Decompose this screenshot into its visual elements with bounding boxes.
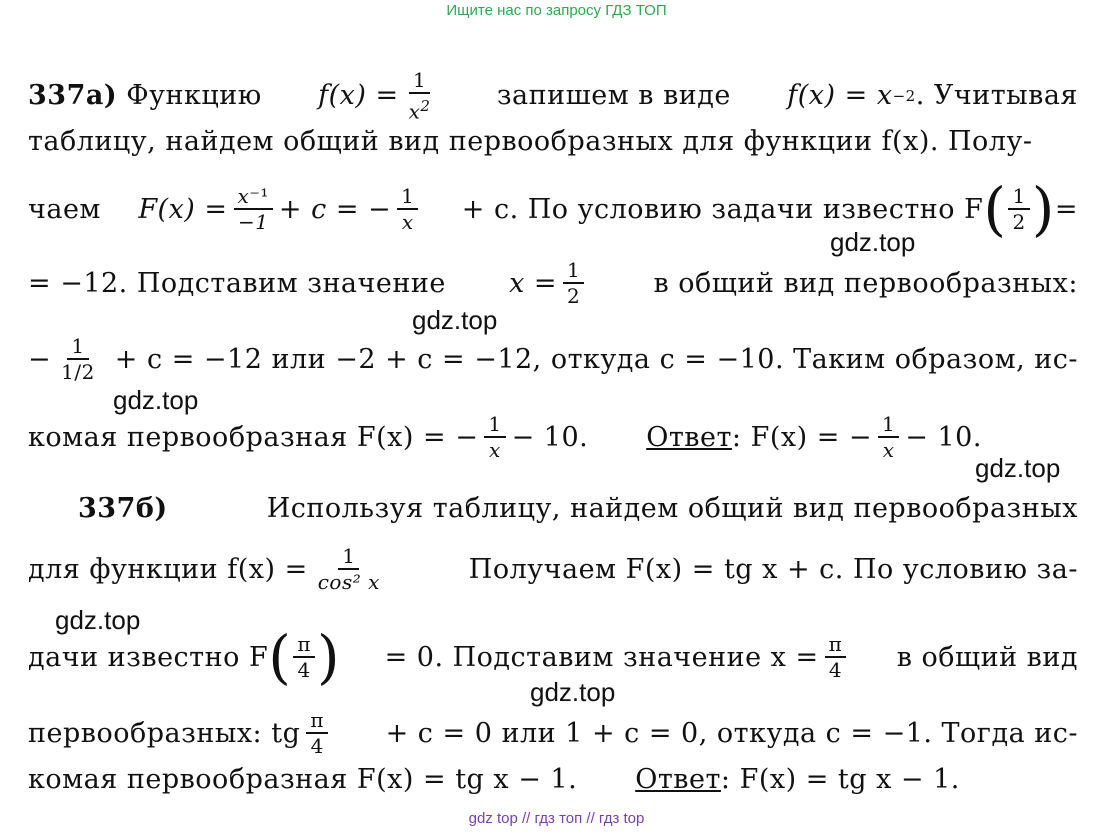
p337a-l6b: − 10. xyxy=(511,421,589,453)
p337a-l1c-sup: −2 xyxy=(892,86,916,105)
answer-label: Ответ xyxy=(635,764,721,795)
top-banner[interactable]: Ищите нас по запросу ГДЗ ТОП xyxy=(446,2,667,19)
fraction: $\frac{\text{x⁻¹}}{-1}$ xyxy=(234,184,273,234)
p337b-l2b: Получаем F(x) = tg x + c. По условию за- xyxy=(468,553,1078,585)
footer-links[interactable]: gdz top // гдз топ // гдз top xyxy=(468,810,645,827)
fraction: $\frac{1}{x}$ xyxy=(484,412,505,462)
p337b-l4b: + c = 0 или 1 + c = 0, откуда c = −1. Тогда ис- xyxy=(385,717,1078,749)
fraction: $\frac{\pi}{4}$ xyxy=(825,632,847,682)
p337a-l4a: = −12. Подставим значение xyxy=(28,267,446,299)
p337b-l3a: дачи известно F xyxy=(28,641,269,673)
p337a-l3a: чаем xyxy=(28,193,101,225)
p337a-l3d: + c. По условию задачи известно F xyxy=(461,193,984,225)
p337a-l3b: F(x) = xyxy=(138,193,228,225)
p337b-line5 xyxy=(28,764,1078,795)
p337a-l1d: . Учитывая xyxy=(915,80,1078,112)
p337b-line4 xyxy=(28,708,1078,758)
p337b-l3b: = 0. Подставим значение x = xyxy=(384,641,819,673)
fraction: $\frac{1}{1/2}$ xyxy=(61,334,95,384)
p337a-line3: чаем F(x) = $\frac{\text{x⁻¹}}{-1}$ + c = − $\frac{1}{x}$ + c. По условию задачи известно F ( $\frac{1}{2}$ ) = xyxy=(28,175,1078,243)
watermark: gdz.top xyxy=(975,453,1061,483)
p337a-l4b: x = xyxy=(509,267,558,299)
answer-label: Ответ xyxy=(646,421,732,453)
p337a-l1-fx: f(x) = xyxy=(318,80,399,112)
p337a-line1 xyxy=(28,68,1078,124)
p337a-line4 xyxy=(28,258,1078,308)
watermark: gdz.top xyxy=(55,605,141,635)
p337b-line3: дачи известно F ( $\frac{\pi}{4}$ ) = 0. Подставим значение x = $\frac{\pi}{4}$ в общий вид xyxy=(28,623,1078,691)
p337a-l1a: Функцию xyxy=(126,80,262,112)
p337a-l6d: − 10. xyxy=(905,421,982,453)
p337a-line2 xyxy=(28,126,1078,157)
fraction: $\frac{1}{x^2}$ xyxy=(408,68,431,124)
p337a-l4c: в общий вид первообразных: xyxy=(653,267,1078,299)
p337a-l1c: f(x) = x xyxy=(787,80,893,112)
p337b-l1: Используя таблицу, найдем общий вид первообразных xyxy=(266,493,1078,524)
p337a-l6a: комая первообразная F(x) = − xyxy=(28,421,479,453)
p337b-l2a: для функции f(x) = xyxy=(28,553,308,585)
p337a-l5a: − xyxy=(28,343,52,375)
p337a-l3c: + c = − xyxy=(278,193,392,225)
p337b-l3c: в общий вид xyxy=(896,641,1078,673)
fraction: $\frac{1}{x}$ xyxy=(397,184,418,234)
watermark: gdz.top xyxy=(830,227,916,257)
fraction: $\frac{\pi}{4}$ xyxy=(293,632,315,682)
p337b-label: 337б) xyxy=(78,493,168,524)
p337b-line1 xyxy=(28,493,1078,524)
p337a-line5 xyxy=(28,334,1078,384)
fraction: $\frac{1}{2}$ xyxy=(1008,184,1029,234)
p337b-l5a: комая первообразная F(x) = tg x − 1. xyxy=(28,764,578,795)
fraction: $\frac{1}{2}$ xyxy=(563,258,584,308)
p337a-l3e: = xyxy=(1054,193,1078,225)
p337a-line6 xyxy=(28,412,1078,462)
p337b-line2 xyxy=(28,544,1078,594)
fraction: $\frac{1}{x}$ xyxy=(878,412,899,462)
fraction: $\frac{1}{\text{cos² x}}$ xyxy=(317,544,380,594)
watermark: gdz.top xyxy=(530,677,616,707)
p337a-l6c: : F(x) = − xyxy=(731,421,873,453)
fraction: $\frac{\pi}{4}$ xyxy=(306,708,328,758)
p337b-l4a: первообразных: tg xyxy=(28,717,301,749)
p337b-l5b: : F(x) = tg x − 1. xyxy=(720,764,960,795)
watermark: gdz.top xyxy=(113,385,199,415)
p337a-l1b: запишем в виде xyxy=(496,80,731,112)
p337a-label: 337а) xyxy=(28,80,118,112)
watermark: gdz.top xyxy=(412,305,498,335)
p337a-l5b: + c = −12 или −2 + c = −12, откуда c = −10. Таким образом, ис- xyxy=(114,343,1078,375)
p337a-l2: таблицу, найдем общий вид первообразных для функции f(x). Полу- xyxy=(28,126,1033,157)
